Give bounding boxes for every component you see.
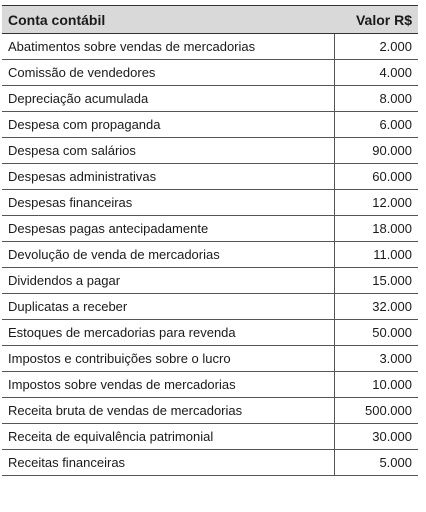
cell-account-value: 50.000 (335, 320, 418, 346)
cell-account-name: Despesa com propaganda (2, 112, 335, 138)
cell-account-name: Despesas administrativas (2, 164, 335, 190)
table-row (2, 450, 418, 476)
cell-account-name: Impostos sobre vendas de mercadorias (2, 372, 335, 398)
table-row (2, 294, 418, 320)
cell-account-name: Despesa com salários (2, 138, 335, 164)
cell-account-value: 2.000 (335, 34, 418, 60)
cell-account-name: Depreciação acumulada (2, 86, 335, 112)
cell-account-name: Despesas financeiras (2, 190, 335, 216)
cell-account-name: Despesas pagas antecipadamente (2, 216, 335, 242)
table-row (2, 34, 418, 60)
cell-account-name: Devolução de venda de mercadorias (2, 242, 335, 268)
cell-account-value: 30.000 (335, 424, 418, 450)
accounts-table-container (2, 5, 418, 476)
column-header-account: Conta contábil (2, 6, 335, 34)
cell-account-name: Receita bruta de vendas de mercadorias (2, 398, 335, 424)
accounts-table (2, 5, 418, 476)
cell-account-value: 12.000 (335, 190, 418, 216)
cell-account-value: 3.000 (335, 346, 418, 372)
cell-account-value: 10.000 (335, 372, 418, 398)
cell-account-name: Dividendos a pagar (2, 268, 335, 294)
cell-account-value: 5.000 (335, 450, 418, 476)
cell-account-value: 4.000 (335, 60, 418, 86)
table-row (2, 86, 418, 112)
table-row (2, 268, 418, 294)
table-row (2, 112, 418, 138)
table-row (2, 60, 418, 86)
table-row (2, 164, 418, 190)
table-row (2, 138, 418, 164)
cell-account-value: 90.000 (335, 138, 418, 164)
cell-account-name: Receitas financeiras (2, 450, 335, 476)
cell-account-value: 11.000 (335, 242, 418, 268)
table-row (2, 216, 418, 242)
table-row (2, 242, 418, 268)
cell-account-value: 6.000 (335, 112, 418, 138)
cell-account-name: Estoques de mercadorias para revenda (2, 320, 335, 346)
table-row (2, 398, 418, 424)
cell-account-value: 32.000 (335, 294, 418, 320)
table-row (2, 320, 418, 346)
cell-account-value: 8.000 (335, 86, 418, 112)
cell-account-value: 500.000 (335, 398, 418, 424)
column-header-value: Valor R$ (335, 6, 418, 34)
cell-account-value: 18.000 (335, 216, 418, 242)
cell-account-name: Abatimentos sobre vendas de mercadorias (2, 34, 335, 60)
table-row (2, 190, 418, 216)
cell-account-name: Duplicatas a receber (2, 294, 335, 320)
table-row (2, 424, 418, 450)
cell-account-name: Receita de equivalência patrimonial (2, 424, 335, 450)
cell-account-name: Impostos e contribuições sobre o lucro (2, 346, 335, 372)
header-row (2, 6, 418, 34)
table-row (2, 346, 418, 372)
cell-account-value: 60.000 (335, 164, 418, 190)
cell-account-value: 15.000 (335, 268, 418, 294)
cell-account-name: Comissão de vendedores (2, 60, 335, 86)
table-body (2, 34, 418, 476)
table-header (2, 6, 418, 34)
table-row (2, 372, 418, 398)
